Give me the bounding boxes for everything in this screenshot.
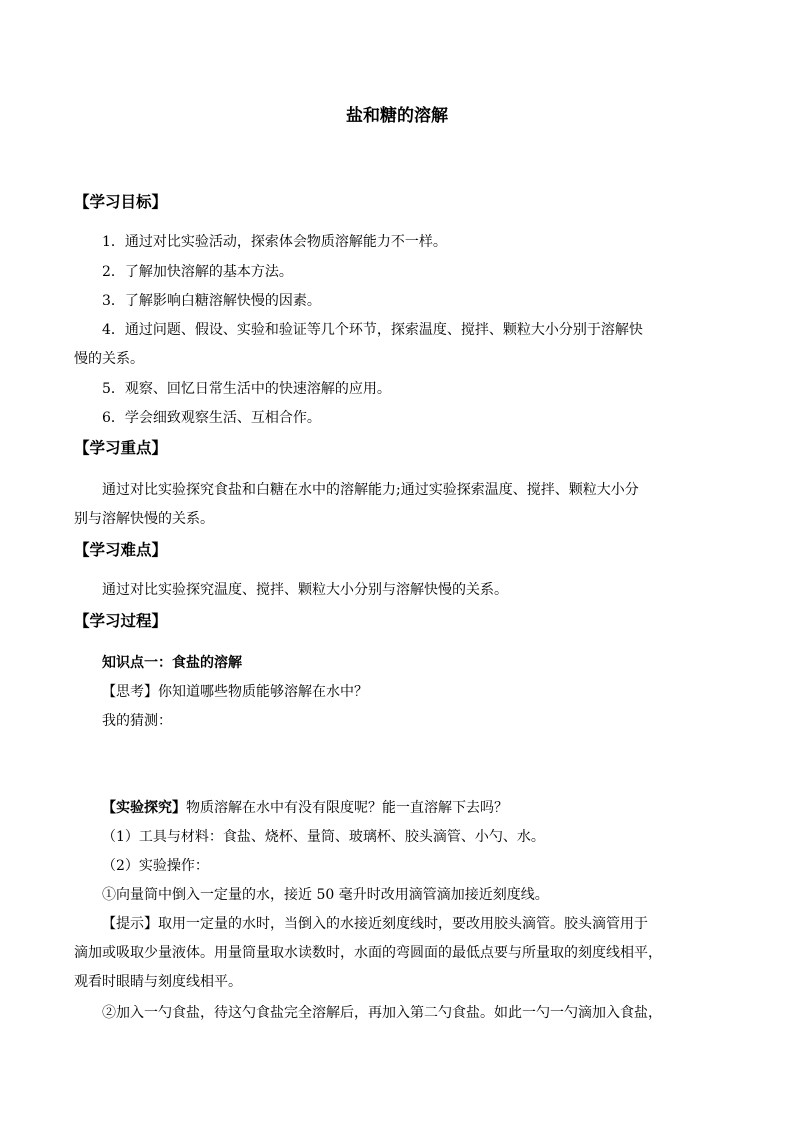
think-text: 你知道哪些物质能够溶解在水中？: [158, 684, 368, 700]
objective-item: 2．了解加快溶解的基本方法。: [102, 264, 293, 280]
tools-line: （1）工具与材料：食盐、烧杯、量筒、玻璃杯、胶头滴管、小勺、水。: [102, 829, 545, 845]
experiment-text: 物质溶解在水中有没有限度呢？能一直溶解下去吗？: [186, 800, 508, 816]
objective-item: 4．通过问题、假设、实验和验证等几个环节，探索温度、搅拌、颗粒大小分别于溶解快: [102, 322, 643, 338]
page-title: 盐和糖的溶解: [346, 106, 448, 126]
tip-text: 取用一定量的水时，当倒入的水接近刻度线时，要改用胶头滴管。胶头滴管用于: [158, 916, 648, 932]
step-two-line: ②加入一勺食盐，待这勺食盐完全溶解后，再加入第二勺食盐。如此一勺一勺滴加入食盐，: [102, 1005, 662, 1021]
tip-line: 观看时眼睛与刻度线相平。: [74, 974, 242, 990]
think-label: 【思考】: [102, 684, 158, 700]
key-points-line: 通过对比实验探究食盐和白糖在水中的溶解能力;通过实验探索温度、搅拌、颗粒大小分: [102, 482, 639, 498]
objective-item-continuation: 慢的关系。: [74, 351, 144, 367]
objective-item: 6．学会细致观察生活、互相合作。: [102, 410, 321, 426]
process-heading: 【学习过程】: [74, 611, 168, 630]
key-points-heading: 【学习重点】: [74, 438, 168, 457]
guess-label: 我的猜测：: [102, 713, 172, 729]
tip-line: 滴加或吸取少量液体。用量筒量取水读数时，水面的弯圆面的最低点要与所量取的刻度线相平，: [74, 945, 662, 961]
experiment-paragraph: [102, 798, 508, 818]
operation-line: （2）实验操作：: [102, 858, 209, 874]
objective-item: 5．观察、回忆日常生活中的快速溶解的应用。: [102, 381, 391, 397]
objective-item: 3．了解影响白糖溶解快慢的因素。: [102, 293, 321, 309]
difficulties-line: 通过对比实验探究温度、搅拌、颗粒大小分别与溶解快慢的关系。: [102, 582, 508, 598]
difficulties-heading: 【学习难点】: [74, 540, 168, 559]
knowledge-point-title: 知识点一：食盐的溶解: [102, 655, 242, 671]
think-paragraph: [102, 682, 368, 702]
tip-label: 【提示】: [102, 916, 158, 932]
key-points-line: 别与溶解快慢的关系。: [74, 511, 214, 527]
objectives-heading: 【学习目标】: [74, 192, 168, 211]
tip-paragraph: [102, 914, 648, 934]
objective-item: 1．通过对比实验活动，探索体会物质溶解能力不一样。: [102, 234, 447, 250]
step-one-line: ①向量筒中倒入一定量的水，接近 50 毫升时改用滴管滴加接近刻度线。: [102, 887, 549, 903]
experiment-label: 【实验探究】: [102, 800, 186, 816]
